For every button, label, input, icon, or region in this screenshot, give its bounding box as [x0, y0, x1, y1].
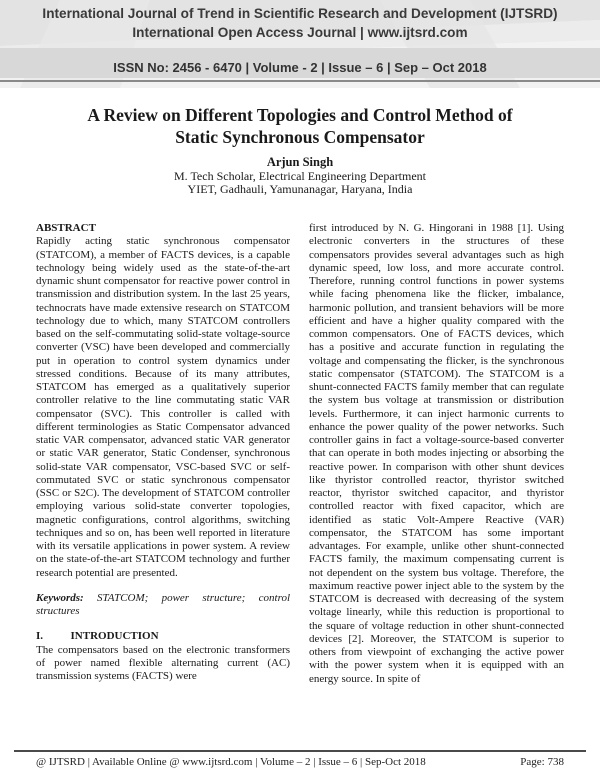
keywords-label: Keywords:: [36, 591, 84, 604]
journal-header: [0, 0, 600, 88]
title-line-1: A Review on Different Topologies and Control Method of: [87, 105, 513, 125]
issn-line: ISSN No: 2456 - 6470 | Volume - 2 | Issue – 6 | Sep – Oct 2018: [113, 60, 487, 75]
keywords: [36, 592, 290, 619]
footer-text: @ IJTSRD | Available Online @ www.ijtsrd.com | Volume – 2 | Issue – 6 | Sep-Oct 2018: [36, 756, 426, 768]
title-line-2: Static Synchronous Compensator: [175, 127, 425, 147]
left-column: [36, 222, 290, 683]
journal-name: International Journal of Trend in Scientific Research and Development (IJTSRD): [42, 6, 558, 21]
intro-text: The compensators based on the electronic transformers of power named flexible alternating current (AC) transmission systems (FACTS) were: [36, 643, 290, 682]
keywords-text: STATCOM; power structure; control structures: [36, 591, 291, 617]
page-number: Page: 738: [520, 756, 564, 768]
page-footer: [0, 748, 600, 776]
author-affiliation-1: M. Tech Scholar, Electrical Engineering Department: [173, 168, 427, 183]
right-column: [309, 222, 564, 686]
abstract-text: Rapidly acting static synchronous compensator (STATCOM), a member of FACTS devices, is a capable technology being widely used as the state-of-the-art dynamic shunt compensator for reactive power control in transmission and distribution system. In the last 25 years, technocrats have made extensive research on STATCOM technology due to which, many STATCOM controllers based on the self-commutating solid-state voltage-source converter (VSC) have been developed and commercially put in operation to control system dynamics under stressed conditions. Because of its many attributes, STATCOM has emerged as a qualitatively superior controller relative to the line commutating static VAR compensator (SVC). This controller is called with different terminologies as Static Compensator advanced static VAR compensator, advanced static VAR generator or static VAR generator, Static Condenser, synchronous solid-state VAR compensator, VSC-based SVC or self-commutated SVC or static synchronous compensator (SSC or S2C). The development of STATCOM controller employing various solid-state converter topologies, magnetic configurations, control algorithms, switching techniques and so on, has been well reported in literature with its versatile applications in power system. A review on the state-of-the-art STATCOM technology and further research potential are presented.: [36, 235, 290, 579]
right-column-text: first introduced by N. G. Hingorani in 1988 [1]. Using electronic converters in the structures of these compensators provides several advantages such as high dynamic speed, low loss, and more accurate control. Therefore, running control functions in power systems while facing phenomena like the flicker, imbalance, harmonic pollution, and transient behaviors will be more efficient and have a higher quality compared with the common compensators. One of FACTS devices, which has a positive and accurate function in regulating the voltage and compensating the flicker, is the synchronous static compensator (STATCOM). The STATCOM is a shunt-connected FACTS family member that can regulate the system bus voltage at transmission or distribution levels. Furthermore, it can inject harmonic currents to enhance the power quality of the power networks. Such controller gains in fact a voltage-source-based converter that can operate in both modes injecting or absorbing the reactive power. In comparison with other shunt devices like thyristor controlled reactor, thyristor switched reactor, thyristor switched capacitor, and thyristor controlled reactor with fixed capacitor, which are identified as static Volt-Ampere Reactive (VAR) compensator, the STATCOM has some important advantages. For example, unlike other shunt-connected FACTS family, the maximum compensating current is not dependent on the system bus voltage. Therefore, the maximum reactive power inject able to the system by the STATCOM is decreased with decreasing of the system voltage linearly, while this reduction is proportional to the square of voltage reduction in other shunt-connected devices [2]. Moreover, the STATCOM is superior to others from viewpoint of exchanging the active power with the power system when it is equipped with an energy source. In spite of: [309, 222, 564, 685]
intro-heading: I. INTRODUCTION: [36, 630, 159, 643]
paper-title: [0, 104, 600, 148]
footer-rule: [14, 750, 586, 752]
journal-access: International Open Access Journal | www.ijtsrd.com: [132, 25, 468, 40]
author-affiliation-2: YIET, Gadhauli, Yamunanagar, Haryana, India: [187, 182, 413, 196]
author-name: Arjun Singh: [266, 155, 334, 169]
author-block: [0, 156, 600, 197]
abstract-heading: ABSTRACT: [36, 222, 96, 234]
